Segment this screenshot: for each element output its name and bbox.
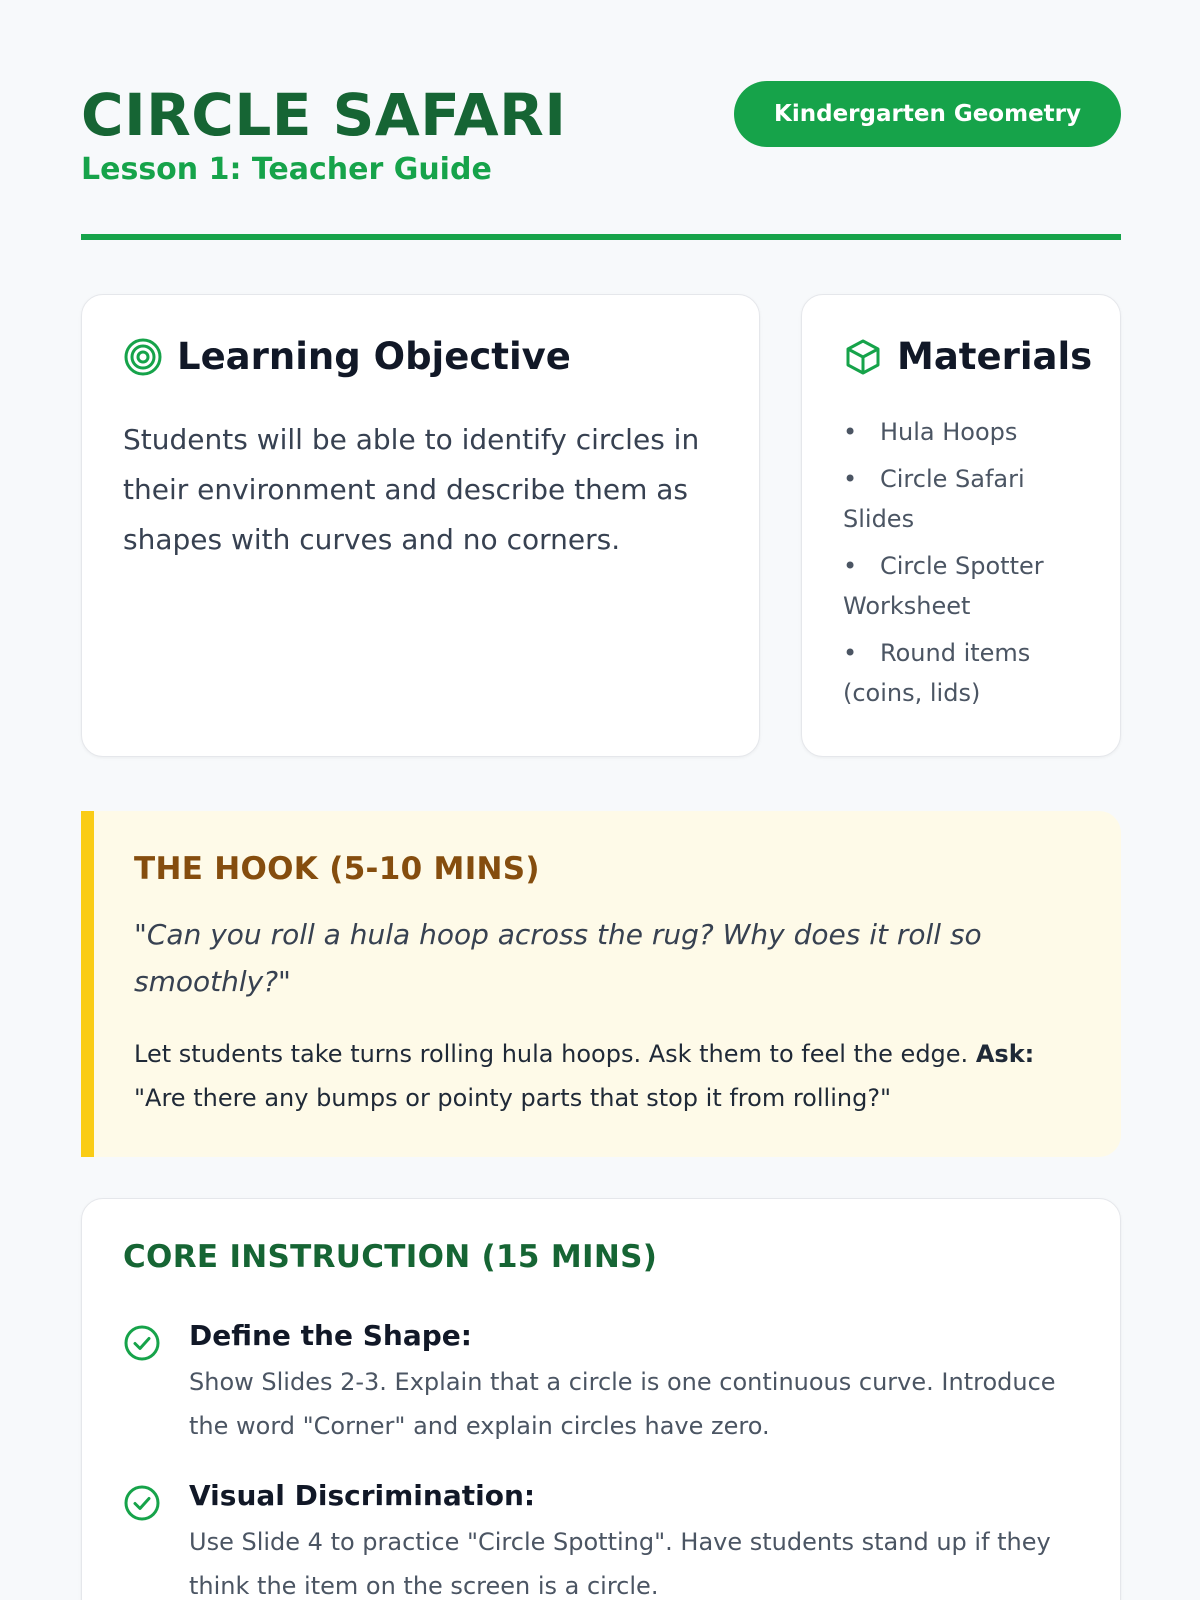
hook-ask-label: Ask:: [975, 1040, 1035, 1068]
header: [81, 80, 1121, 240]
step-text: Show Slides 2-3. Explain that a circle is one continuous curve. Introduce the word "Corner" and explain circles have zero.: [189, 1368, 1056, 1440]
hook-quote: "Can you roll a hula hoop across the rug? Why does it roll so smoothly?": [134, 918, 982, 998]
objective-text: Students will be able to identify circles in their environment and describe them as shapes with curves and no corners.: [123, 423, 700, 556]
material-label: Round items (coins, lids): [843, 639, 1031, 707]
list-item: • Circle Spotter Worksheet: [843, 552, 1044, 620]
hook-body: [134, 1032, 1084, 1120]
hook-body-text: Let students take turns rolling hula hoops. Ask them to feel the edge.: [134, 1040, 976, 1068]
objective-heading: [123, 335, 571, 378]
header-divider: [81, 234, 1121, 240]
grade-badge: Kindergarten Geometry: [734, 81, 1121, 147]
material-label: Circle Spotter Worksheet: [843, 552, 1044, 620]
page-subtitle: Lesson 1: Teacher Guide: [81, 152, 492, 187]
check-circle-icon: [123, 1484, 161, 1522]
materials-heading: [843, 335, 1092, 378]
hook-title: THE HOOK (5-10 MINS): [134, 851, 540, 887]
list-item: • Hula Hoops: [843, 418, 1018, 446]
list-item: • Round items (coins, lids): [843, 639, 1031, 707]
materials-heading-label: Materials: [897, 335, 1093, 378]
material-label: Hula Hoops: [880, 418, 1018, 446]
materials-list: [843, 412, 1093, 720]
target-icon: [123, 337, 163, 377]
hook-body-question: "Are there any bumps or pointy parts that stop it from rolling?": [134, 1084, 892, 1112]
cube-icon: [843, 337, 883, 377]
check-circle-icon: [123, 1324, 161, 1362]
objective-heading-label: Learning Objective: [177, 335, 571, 378]
step-title: Define the Shape:: [189, 1319, 472, 1352]
objective-card: [81, 294, 760, 757]
step-title: Visual Discrimination:: [189, 1479, 536, 1512]
list-item: • Circle Safari Slides: [843, 465, 1025, 533]
core-instruction-card: [81, 1198, 1121, 1600]
hook-section: [81, 811, 1121, 1157]
step-text: Use Slide 4 to practice "Circle Spotting". Have students stand up if they think the item on the screen is a circle.: [189, 1528, 1051, 1600]
page-title: CIRCLE SAFARI: [81, 81, 567, 149]
core-title: CORE INSTRUCTION (15 MINS): [123, 1239, 658, 1275]
material-label: Circle Safari Slides: [843, 465, 1025, 533]
materials-card: [801, 294, 1121, 757]
